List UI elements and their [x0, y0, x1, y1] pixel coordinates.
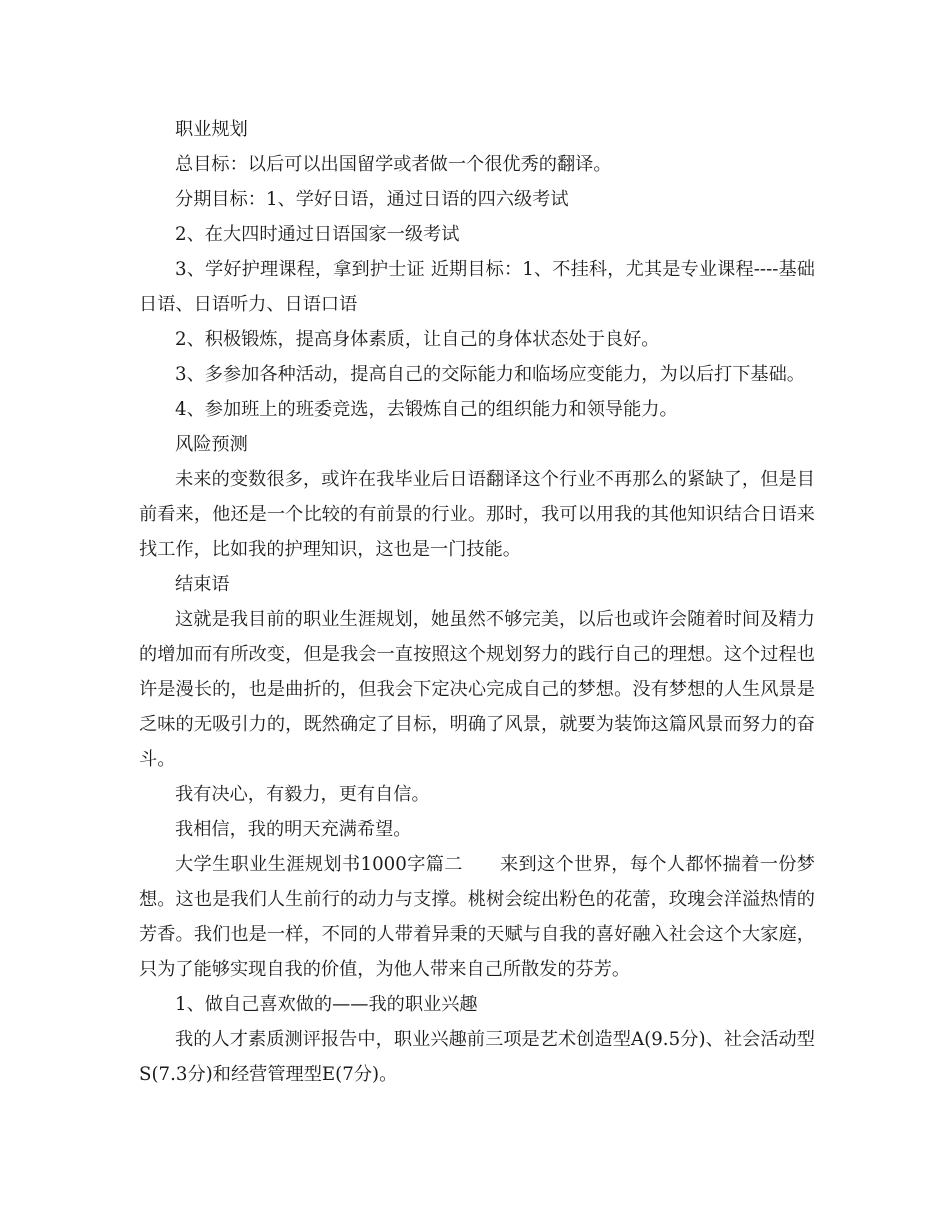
document-body [139, 112, 815, 1092]
paragraph-overall-goal: 总目标：以后可以出国留学或者做一个很优秀的翻译。 [175, 154, 612, 175]
paragraph-near-goal-3: 3、多参加各种活动，提高自己的交际能力和临场应变能力，为以后打下基础。 [175, 364, 805, 385]
heading-career-plan: 职业规划 [175, 119, 248, 140]
paragraph-conclusion: 这就是我目前的职业生涯规划，她虽然不够完美，以后也或许会随着时间及精力的增加而有所改变，但是我会一直按照这个规划努力的践行自己的理想。这个过程也许是漫长的，也是曲折的，但我会下定决心完成自己的梦想。没有梦想的人生风景是乏味的无吸引力的，既然确定了目标，明确了风景，就要为装饰这篇风景而努力的奋斗。 [139, 609, 815, 770]
heading-conclusion: 结束语 [175, 574, 230, 595]
paragraph-phase-goal-3: 3、学好护理课程，拿到护士证 近期目标：1、不挂科，尤其是专业课程----基础日语、日语听力、日语口语 [139, 259, 815, 315]
paragraph-belief: 我相信，我的明天充满希望。 [175, 819, 412, 840]
paragraph-near-goal-4: 4、参加班上的班委竞选，去锻炼自己的组织能力和领导能力。 [175, 399, 678, 420]
paragraph-near-goal-2: 2、积极锻炼，提高身体素质，让自己的身体状态处于良好。 [175, 329, 660, 350]
paragraph-risk-forecast: 未来的变数很多，或许在我毕业后日语翻译这个行业不再那么的紧缺了，但是目前看来，他还是一个比较的有前景的行业。那时，我可以用我的其他知识结合日语来找工作，比如我的护理知识，这也是一门技能。 [139, 469, 815, 560]
heading-risk-forecast: 风险预测 [175, 434, 248, 455]
paragraph-phase-goal-2: 2、在大四时通过日语国家一级考试 [175, 224, 460, 245]
heading-career-interest: 1、做自己喜欢做的——我的职业兴趣 [175, 994, 478, 1015]
paragraph-determination: 我有决心，有毅力，更有自信。 [175, 784, 430, 805]
paragraph-assessment-report: 我的人才素质测评报告中，职业兴趣前三项是艺术创造型A(9.5分)、社会活动型S(7.3分)和经营管理型E(7分)。 [139, 1029, 815, 1085]
paragraph-part-two-intro: 大学生职业生涯规划书1000字篇二 来到这个世界，每个人都怀揣着一份梦想。这也是我们人生前行的动力与支撑。桃树会绽出粉色的花蕾，玫瑰会洋溢热情的芳香。我们也是一样，不同的人带着异秉的天赋与自我的喜好融入社会这个大家庭，只为了能够实现自我的价值，为他人带来自己所散发的芬芳。 [139, 854, 815, 980]
paragraph-phase-goal-1: 分期目标：1、学好日语，通过日语的四六级考试 [175, 189, 569, 210]
